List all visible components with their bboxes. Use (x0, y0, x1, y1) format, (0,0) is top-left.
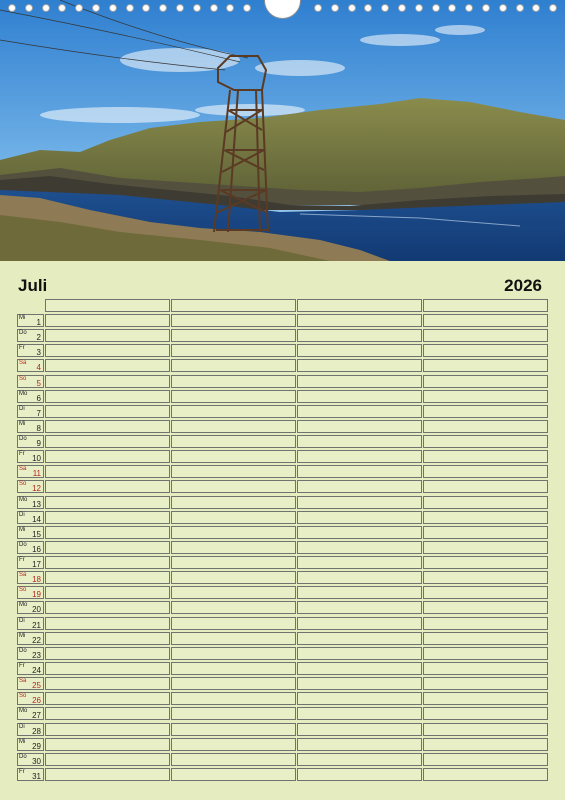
weekday-abbr: Sa (19, 572, 27, 578)
entry-cell[interactable] (423, 692, 548, 705)
entry-cell[interactable] (423, 329, 548, 342)
day-number: 8 (36, 424, 41, 433)
day-number: 4 (36, 363, 41, 372)
weekday-abbr: Mo (19, 497, 28, 503)
entry-cell[interactable] (45, 541, 170, 554)
day-number: 29 (32, 742, 41, 751)
weekday-abbr: Mo (19, 391, 28, 397)
entry-cell[interactable] (171, 435, 296, 448)
entry-cell[interactable] (297, 753, 422, 766)
entry-cell[interactable] (45, 480, 170, 493)
entry-cell[interactable] (171, 314, 296, 327)
weekday-abbr: Mo (19, 708, 28, 714)
weekday-abbr: Di (19, 618, 25, 624)
entry-cell[interactable] (423, 768, 548, 781)
day-label (17, 601, 44, 614)
entry-cell[interactable] (171, 662, 296, 675)
binding-hole (75, 4, 83, 12)
day-label (17, 617, 44, 630)
day-number: 28 (32, 727, 41, 736)
entry-cell[interactable] (423, 390, 548, 403)
day-label (17, 541, 44, 554)
entry-cell[interactable] (45, 571, 170, 584)
hanger-notch (264, 0, 301, 19)
entry-cell[interactable] (171, 768, 296, 781)
entry-cell[interactable] (171, 420, 296, 433)
column-header-4[interactable] (423, 299, 548, 312)
binding-hole (159, 4, 167, 12)
entry-cell[interactable] (171, 647, 296, 660)
binding-hole (499, 4, 507, 12)
day-label (17, 632, 44, 645)
weekday-abbr: Fr (19, 557, 25, 563)
entry-cell[interactable] (171, 344, 296, 357)
weekday-abbr: Do (19, 330, 27, 336)
binding-hole (549, 4, 557, 12)
entry-cell[interactable] (45, 753, 170, 766)
entry-cell[interactable] (297, 768, 422, 781)
entry-cell[interactable] (45, 601, 170, 614)
day-number: 5 (36, 379, 41, 388)
binding-hole (126, 4, 134, 12)
entry-cell[interactable] (423, 375, 548, 388)
entry-cell[interactable] (297, 375, 422, 388)
binding-hole (25, 4, 33, 12)
weekday-abbr: Mi (19, 421, 26, 427)
binding-hole (42, 4, 50, 12)
weekday-abbr: Do (19, 542, 27, 548)
entry-cell[interactable] (297, 344, 422, 357)
entry-cell[interactable] (45, 632, 170, 645)
column-header-3[interactable] (297, 299, 422, 312)
entry-cell[interactable] (297, 496, 422, 509)
entry-cell[interactable] (171, 390, 296, 403)
day-number: 21 (32, 621, 41, 630)
day-label (17, 450, 44, 463)
entry-cell[interactable] (171, 329, 296, 342)
day-label (17, 753, 44, 766)
day-label (17, 723, 44, 736)
entry-cell[interactable] (45, 465, 170, 478)
entry-cell[interactable] (423, 450, 548, 463)
day-number: 7 (36, 409, 41, 418)
entry-cell[interactable] (297, 571, 422, 584)
entry-cell[interactable] (171, 601, 296, 614)
entry-cell[interactable] (423, 511, 548, 524)
entry-cell[interactable] (423, 586, 548, 599)
binding-hole (92, 4, 100, 12)
binding-hole (314, 4, 322, 12)
day-label (17, 375, 44, 388)
entry-cell[interactable] (45, 617, 170, 630)
day-label (17, 768, 44, 781)
entry-cell[interactable] (423, 344, 548, 357)
day-number: 9 (36, 439, 41, 448)
entry-cell[interactable] (171, 541, 296, 554)
day-number: 24 (32, 666, 41, 675)
weekday-abbr: Mi (19, 739, 26, 745)
entry-cell[interactable] (423, 601, 548, 614)
entry-cell[interactable] (297, 556, 422, 569)
binding-hole (243, 4, 251, 12)
entry-cell[interactable] (297, 692, 422, 705)
entry-cell[interactable] (423, 314, 548, 327)
entry-cell[interactable] (423, 662, 548, 675)
entry-cell[interactable] (171, 753, 296, 766)
day-number: 26 (32, 696, 41, 705)
day-number: 20 (32, 605, 41, 614)
entry-cell[interactable] (297, 632, 422, 645)
day-number: 15 (32, 530, 41, 539)
binding-hole (193, 4, 201, 12)
entry-cell[interactable] (297, 541, 422, 554)
binding-hole (516, 4, 524, 12)
weekday-abbr: Do (19, 436, 27, 442)
entry-cell[interactable] (423, 617, 548, 630)
day-label (17, 314, 44, 327)
binding-hole (226, 4, 234, 12)
day-number: 25 (32, 681, 41, 690)
header-photo (0, 0, 565, 261)
entry-cell[interactable] (297, 526, 422, 539)
entry-cell[interactable] (171, 511, 296, 524)
weekday-abbr: Do (19, 648, 27, 654)
entry-cell[interactable] (45, 344, 170, 357)
binding-hole (381, 4, 389, 12)
entry-cell[interactable] (45, 435, 170, 448)
entry-cell[interactable] (297, 647, 422, 660)
day-label (17, 496, 44, 509)
entry-cell[interactable] (423, 556, 548, 569)
weekday-abbr: Fr (19, 663, 25, 669)
day-label (17, 390, 44, 403)
entry-cell[interactable] (423, 753, 548, 766)
binding-hole (142, 4, 150, 12)
entry-cell[interactable] (423, 526, 548, 539)
entry-cell[interactable] (297, 390, 422, 403)
month-title: Juli (18, 276, 48, 295)
binding-hole (532, 4, 540, 12)
binding-hole (448, 4, 456, 12)
entry-cell[interactable] (297, 601, 422, 614)
day-label (17, 420, 44, 433)
entry-cell[interactable] (45, 314, 170, 327)
day-number: 11 (32, 469, 41, 478)
year-title: 2026 (504, 276, 542, 295)
day-label (17, 738, 44, 751)
day-number: 18 (32, 575, 41, 584)
entry-cell[interactable] (423, 405, 548, 418)
entry-cell[interactable] (45, 768, 170, 781)
day-number: 16 (32, 545, 41, 554)
binding-hole (210, 4, 218, 12)
day-label (17, 465, 44, 478)
entry-cell[interactable] (45, 420, 170, 433)
entry-cell[interactable] (171, 617, 296, 630)
entry-cell[interactable] (45, 526, 170, 539)
entry-cell[interactable] (45, 738, 170, 751)
day-number: 3 (36, 348, 41, 357)
entry-cell[interactable] (45, 556, 170, 569)
binding-holes (0, 0, 565, 20)
entry-cell[interactable] (45, 662, 170, 675)
binding-hole (415, 4, 423, 12)
day-number: 23 (32, 651, 41, 660)
weekday-abbr: Di (19, 724, 25, 730)
day-label (17, 677, 44, 690)
entry-cell[interactable] (423, 707, 548, 720)
entry-cell[interactable] (297, 586, 422, 599)
binding-hole (331, 4, 339, 12)
day-label (17, 571, 44, 584)
entry-cell[interactable] (297, 707, 422, 720)
day-number: 13 (32, 500, 41, 509)
weekday-abbr: Di (19, 406, 25, 412)
binding-hole (364, 4, 372, 12)
entry-cell[interactable] (171, 556, 296, 569)
weekday-abbr: So (19, 376, 27, 382)
column-header-2[interactable] (171, 299, 296, 312)
entry-cell[interactable] (45, 359, 170, 372)
weekday-abbr: Mi (19, 527, 26, 533)
entry-cell[interactable] (45, 450, 170, 463)
entry-cell[interactable] (297, 738, 422, 751)
day-label (17, 344, 44, 357)
entry-cell[interactable] (171, 677, 296, 690)
entry-cell[interactable] (45, 405, 170, 418)
entry-cell[interactable] (297, 314, 422, 327)
entry-cell[interactable] (423, 632, 548, 645)
binding-hole (176, 4, 184, 12)
entry-cell[interactable] (45, 647, 170, 660)
entry-cell[interactable] (423, 359, 548, 372)
entry-cell[interactable] (297, 617, 422, 630)
weekday-abbr: Fr (19, 345, 25, 351)
entry-cell[interactable] (45, 692, 170, 705)
entry-cell[interactable] (423, 541, 548, 554)
entry-cell[interactable] (423, 480, 548, 493)
entry-cell[interactable] (171, 480, 296, 493)
entry-cell[interactable] (45, 677, 170, 690)
day-label (17, 329, 44, 342)
landscape-photo (0, 0, 565, 261)
entry-cell[interactable] (45, 496, 170, 509)
entry-cell[interactable] (423, 571, 548, 584)
weekday-abbr: Sa (19, 466, 27, 472)
entry-cell[interactable] (297, 450, 422, 463)
day-number: 1 (36, 318, 41, 327)
day-label (17, 511, 44, 524)
entry-cell[interactable] (423, 738, 548, 751)
binding-hole (432, 4, 440, 12)
day-label (17, 662, 44, 675)
weekday-abbr: So (19, 481, 27, 487)
binding-hole (398, 4, 406, 12)
entry-cell[interactable] (171, 707, 296, 720)
entry-cell[interactable] (171, 526, 296, 539)
day-label (17, 556, 44, 569)
entry-cell[interactable] (171, 738, 296, 751)
entry-cell[interactable] (171, 723, 296, 736)
entry-cell[interactable] (423, 647, 548, 660)
entry-cell[interactable] (423, 677, 548, 690)
entry-cell[interactable] (297, 677, 422, 690)
entry-cell[interactable] (423, 465, 548, 478)
weekday-abbr: Mi (19, 315, 26, 321)
entry-cell[interactable] (297, 723, 422, 736)
entry-cell[interactable] (171, 692, 296, 705)
day-label (17, 692, 44, 705)
binding-hole (348, 4, 356, 12)
day-label (17, 526, 44, 539)
weekday-abbr: Mi (19, 633, 26, 639)
day-number: 14 (32, 515, 41, 524)
weekday-abbr: Fr (19, 769, 25, 775)
entry-cell[interactable] (423, 420, 548, 433)
weekday-abbr: So (19, 693, 27, 699)
day-number: 22 (32, 636, 41, 645)
entry-cell[interactable] (171, 465, 296, 478)
day-number: 31 (32, 772, 41, 781)
entry-cell[interactable] (171, 405, 296, 418)
entry-cell[interactable] (297, 662, 422, 675)
day-number: 17 (32, 560, 41, 569)
binding-hole (465, 4, 473, 12)
binding-hole (109, 4, 117, 12)
entry-cell[interactable] (297, 405, 422, 418)
day-number: 6 (36, 394, 41, 403)
entry-cell[interactable] (297, 359, 422, 372)
entry-cell[interactable] (171, 586, 296, 599)
day-label (17, 435, 44, 448)
entry-cell[interactable] (171, 375, 296, 388)
weekday-abbr: Mo (19, 602, 28, 608)
entry-cell[interactable] (171, 496, 296, 509)
entry-cell[interactable] (297, 465, 422, 478)
weekday-abbr: Do (19, 754, 27, 760)
entry-cell[interactable] (45, 707, 170, 720)
entry-cell[interactable] (297, 480, 422, 493)
weekday-abbr: So (19, 587, 27, 593)
day-label (17, 405, 44, 418)
entry-cell[interactable] (297, 435, 422, 448)
entry-cell[interactable] (45, 390, 170, 403)
day-number: 2 (36, 333, 41, 342)
entry-cell[interactable] (171, 571, 296, 584)
day-label (17, 586, 44, 599)
day-number: 27 (32, 711, 41, 720)
binding-hole (8, 4, 16, 12)
binding-hole (58, 4, 66, 12)
weekday-abbr: Di (19, 512, 25, 518)
entry-cell[interactable] (171, 632, 296, 645)
entry-cell[interactable] (297, 511, 422, 524)
entry-cell[interactable] (171, 450, 296, 463)
entry-cell[interactable] (45, 511, 170, 524)
weekday-abbr: Sa (19, 360, 27, 366)
day-number: 12 (32, 484, 41, 493)
day-label (17, 647, 44, 660)
entry-cell[interactable] (171, 359, 296, 372)
weekday-abbr: Sa (19, 678, 27, 684)
entry-cell[interactable] (297, 329, 422, 342)
day-number: 30 (32, 757, 41, 766)
entry-cell[interactable] (45, 329, 170, 342)
day-label (17, 480, 44, 493)
entry-cell[interactable] (45, 586, 170, 599)
binding-hole (482, 4, 490, 12)
entry-cell[interactable] (45, 723, 170, 736)
entry-cell[interactable] (423, 723, 548, 736)
entry-cell[interactable] (423, 496, 548, 509)
day-label (17, 359, 44, 372)
entry-cell[interactable] (297, 420, 422, 433)
entry-cell[interactable] (423, 435, 548, 448)
entry-cell[interactable] (45, 375, 170, 388)
column-header-1[interactable] (45, 299, 170, 312)
weekday-abbr: Fr (19, 451, 25, 457)
day-number: 19 (32, 590, 41, 599)
day-label (17, 707, 44, 720)
day-number: 10 (32, 454, 41, 463)
